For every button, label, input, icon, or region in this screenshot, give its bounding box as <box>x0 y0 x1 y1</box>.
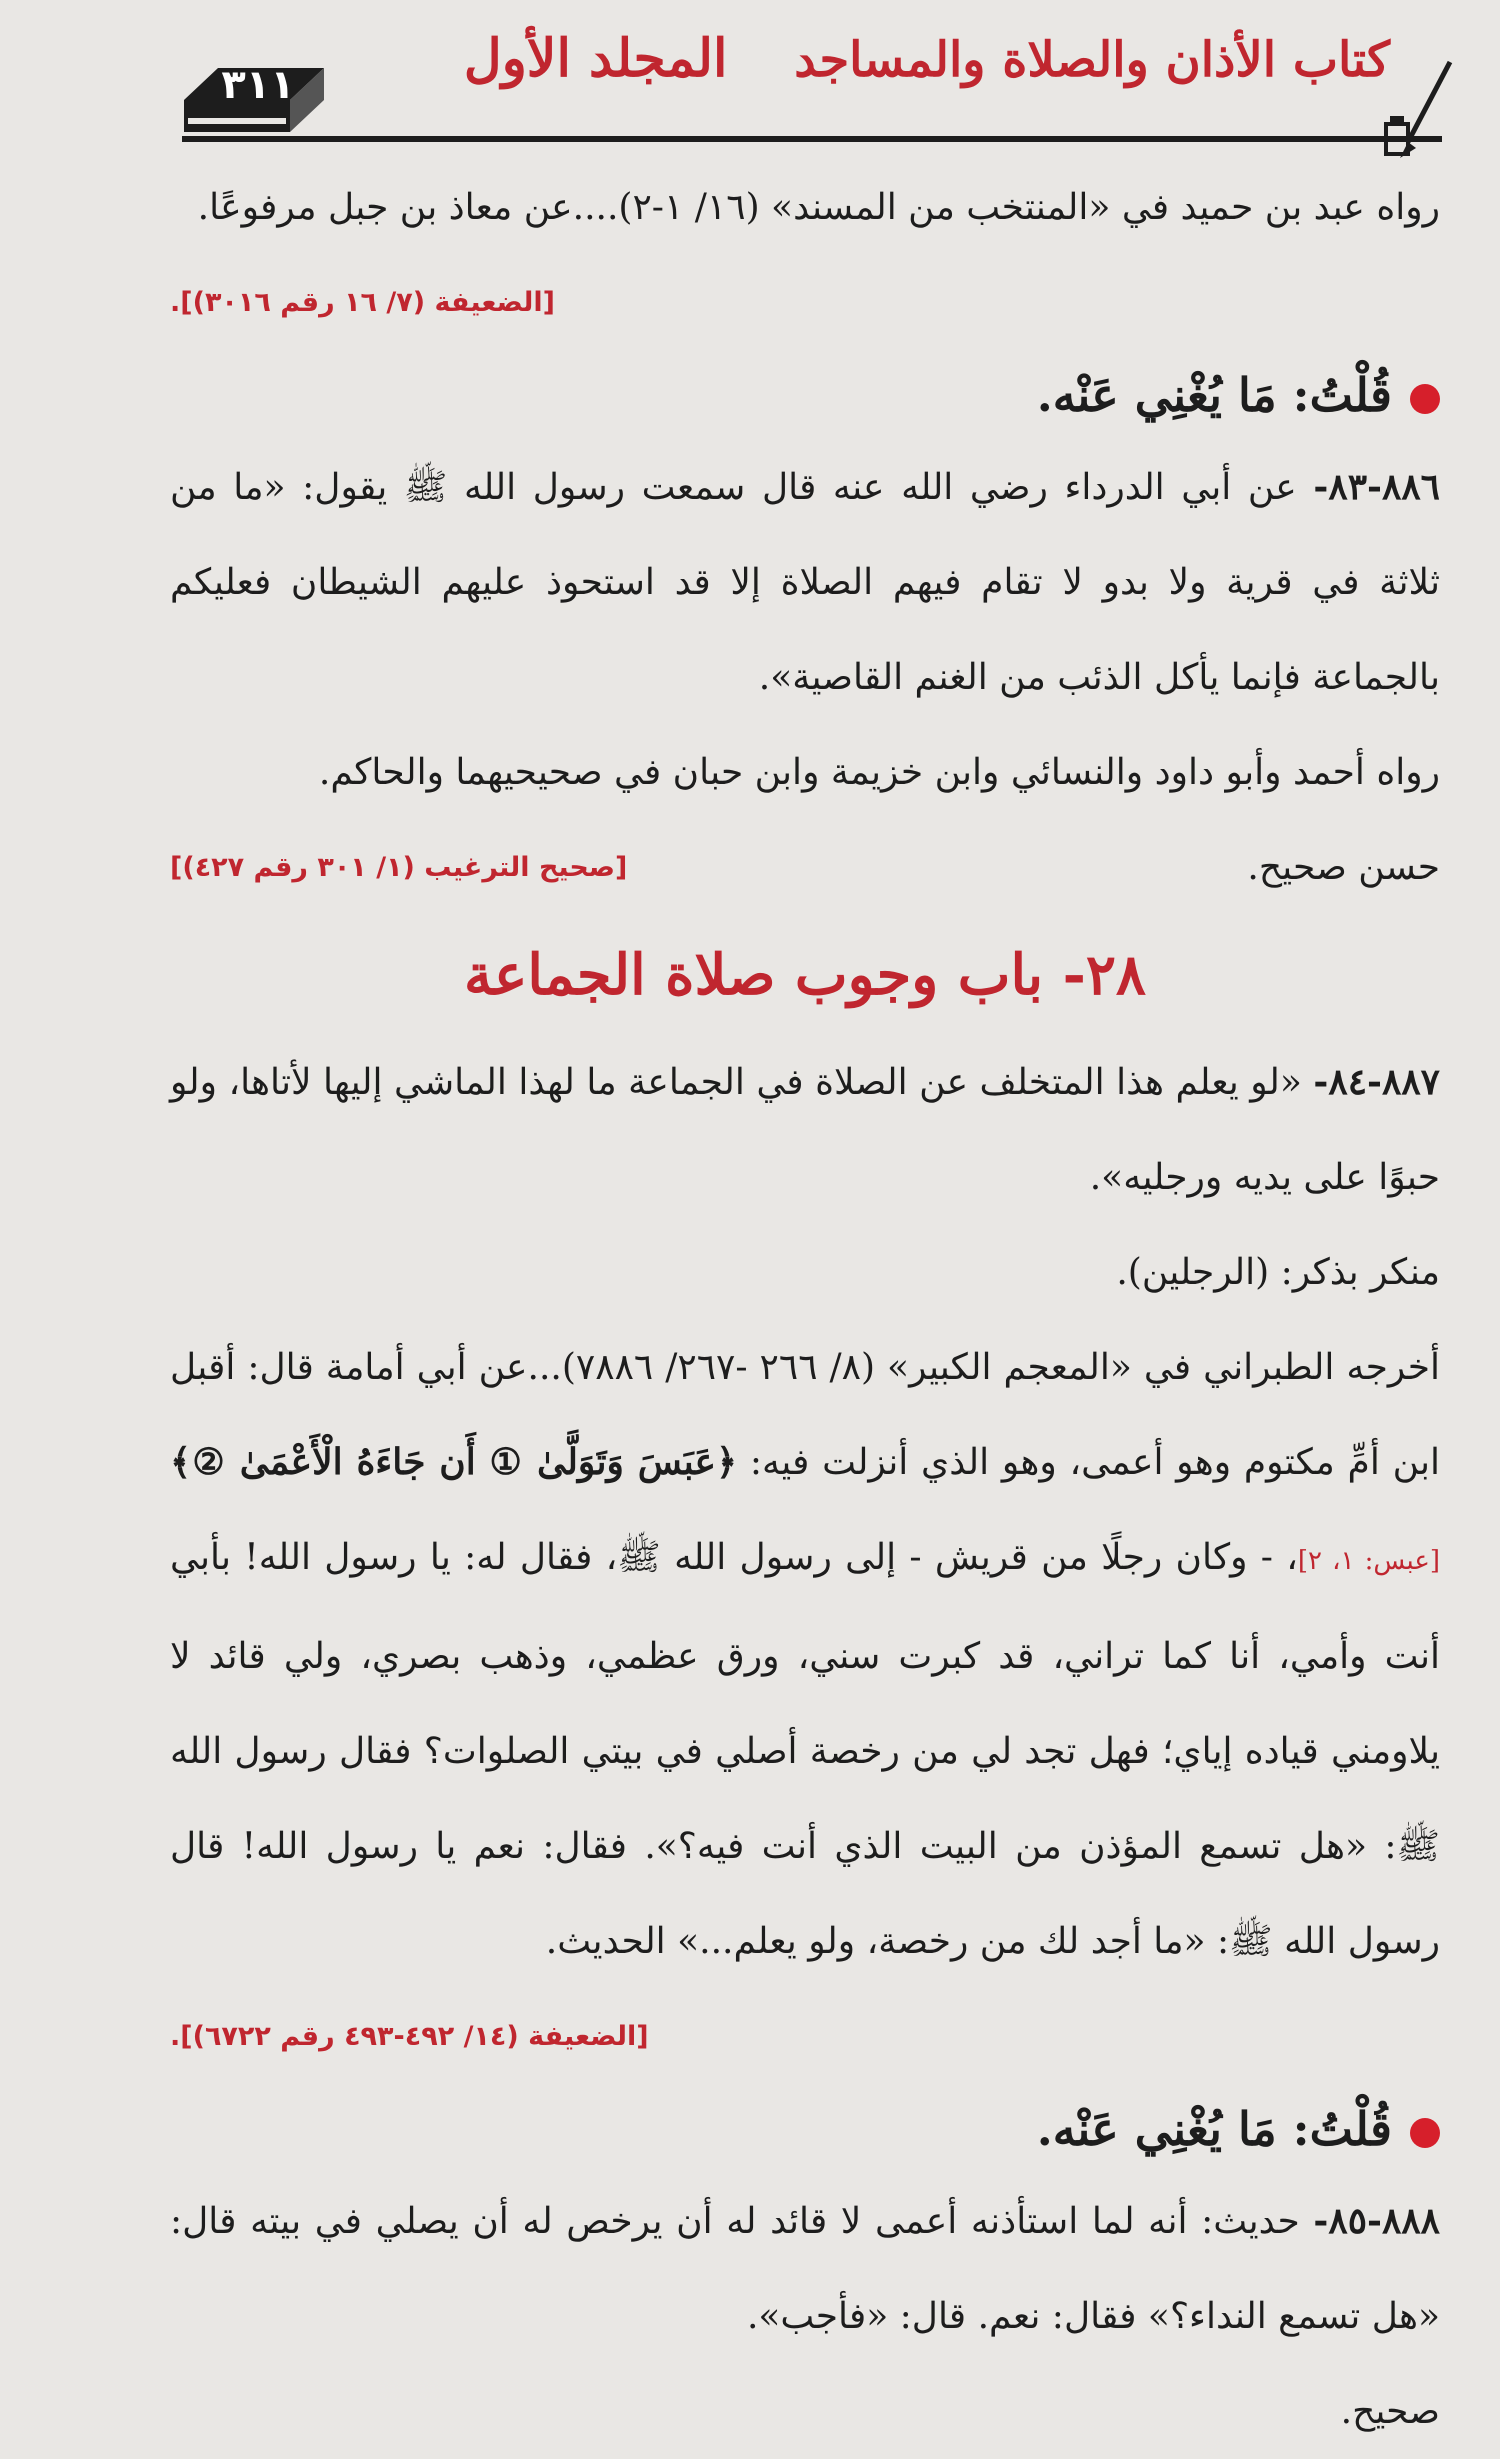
hadith-text: عن أبي الدرداء رضي الله عنه قال سمعت رسول الله ﷺ يقول: «ما من ثلاثة في قرية ولا بدو لا تقام فيهم الصلاة إلا قد استحوذ عليهم الشيطان فعليكم بالجماعة فإنما يأكل الذئب من الغنم القاصية». <box>170 467 1440 698</box>
grade-line <box>170 820 1440 915</box>
hadith-grade: منكر بذكر: (الرجلين). <box>1116 1252 1440 1293</box>
header-rule <box>182 136 1442 142</box>
hadith-887 <box>170 1035 1440 1225</box>
source-paragraph: رواه عبد بن حميد في «المنتخب من المسند» (١٦/ ١-٢)....عن معاذ بن جبل مرفوعًا. <box>197 187 1440 228</box>
hadith-source: رواه أحمد وأبو داود والنسائي وابن خزيمة وابن حبان في صحيحيهما والحاكم. <box>318 752 1440 793</box>
hadith-source: أخرجه الطبراني في «المعجم الكبير» (٨/ ٢٦٦ -٢٦٧/ ٧٨٨٦)...عن أبي أمامة قال: أقبل ابن أمِّ مكتوم وهو أعمى، وهو الذي أنزلت فيه: ﴿عَبَسَ وَتَوَلَّىٰ ① أَن جَاءَهُ الْأَعْمَىٰ ②﴾[عبس: ١، ٢]، - وكان رجلًا من قريش - إلى رسول الله ﷺ، فقال له: يا رسول الله! بأبي أنت وأمي، أنا كما تراني، قد كبرت سني، ورق عظمي، وذهب بصري، ولي قائد لا يلاومني قياده إياي؛ فهل تجد لي من رخصة أصلي في بيتي الصلوات؟ فقال رسول الله ﷺ: «هل تسمع المؤذن من البيت الذي أنت فيه؟». فقال: نعم يا رسول الله! قال رسول الله ﷺ: «ما أجد لك من رخصة، ولو يعلم...» الحديث. <box>170 1347 1441 1962</box>
hadith-886 <box>170 440 1440 725</box>
hadith-text: «لو يعلم هذا المتخلف عن الصلاة في الجماعة ما لهذا الماشي إليها لأتاها، ولو حبوًا على يديه ورجليه». <box>170 1062 1440 1198</box>
page-number: ٣١١ <box>221 62 295 108</box>
bullet-dot-icon <box>1410 384 1440 414</box>
hadith-888 <box>170 2174 1440 2364</box>
quran-verse: ﴿عَبَسَ وَتَوَلَّىٰ ① أَن جَاءَهُ الْأَعْمَىٰ ②﴾ <box>170 1441 738 1483</box>
hadith-grade: حسن صحيح. <box>1247 847 1440 888</box>
running-title <box>464 28 1390 89</box>
bullet-dot-icon <box>1410 2118 1440 2148</box>
qult-heading: قُلْتُ: مَا يُغْنِي عَنْه. <box>170 2084 1440 2174</box>
chapter-title: ٢٨- باب وجوب صلاة الجماعة <box>463 942 1146 1008</box>
sura-reference: [عبس: ١، ٢] <box>1297 1546 1440 1576</box>
page-header <box>0 0 1500 170</box>
hadith-grade: صحيح. <box>1340 2391 1440 2432</box>
book-title: كتاب الأذان والصلاة والمساجد <box>794 32 1390 88</box>
page-body <box>170 160 1440 2459</box>
reference-line <box>170 255 1440 350</box>
reference: [الضعيفة (٧/ ١٦ رقم ٣٠١٦)]. <box>170 287 555 318</box>
reference-line <box>170 1989 1440 2084</box>
pen-icon <box>1380 54 1460 164</box>
volume-label: المجلد الأول <box>463 28 728 89</box>
qult-heading: قُلْتُ: مَا يُغْنِي عَنْه. <box>170 350 1440 440</box>
reference: [الضعيفة (١٤/ ٤٩٢-٤٩٣ رقم ٦٧٢٢)]. <box>170 2021 649 2052</box>
reference: [صحيح الترغيب (١/ ٣٠١ رقم ٤٢٧)] <box>170 852 628 883</box>
hadith-number: ٨٨٨-٨٥- <box>1313 2200 1440 2242</box>
hadith-number: ٨٨٦-٨٣- <box>1313 466 1440 508</box>
hadith-number: ٨٨٧-٨٤- <box>1313 1061 1440 1103</box>
hadith-text: حديث: أنه لما استأذنه أعمى لا قائد له أن يرخص له أن يصلي في بيته قال: «هل تسمع النداء؟» فقال: نعم. قال: «فأجب». <box>170 2201 1440 2337</box>
